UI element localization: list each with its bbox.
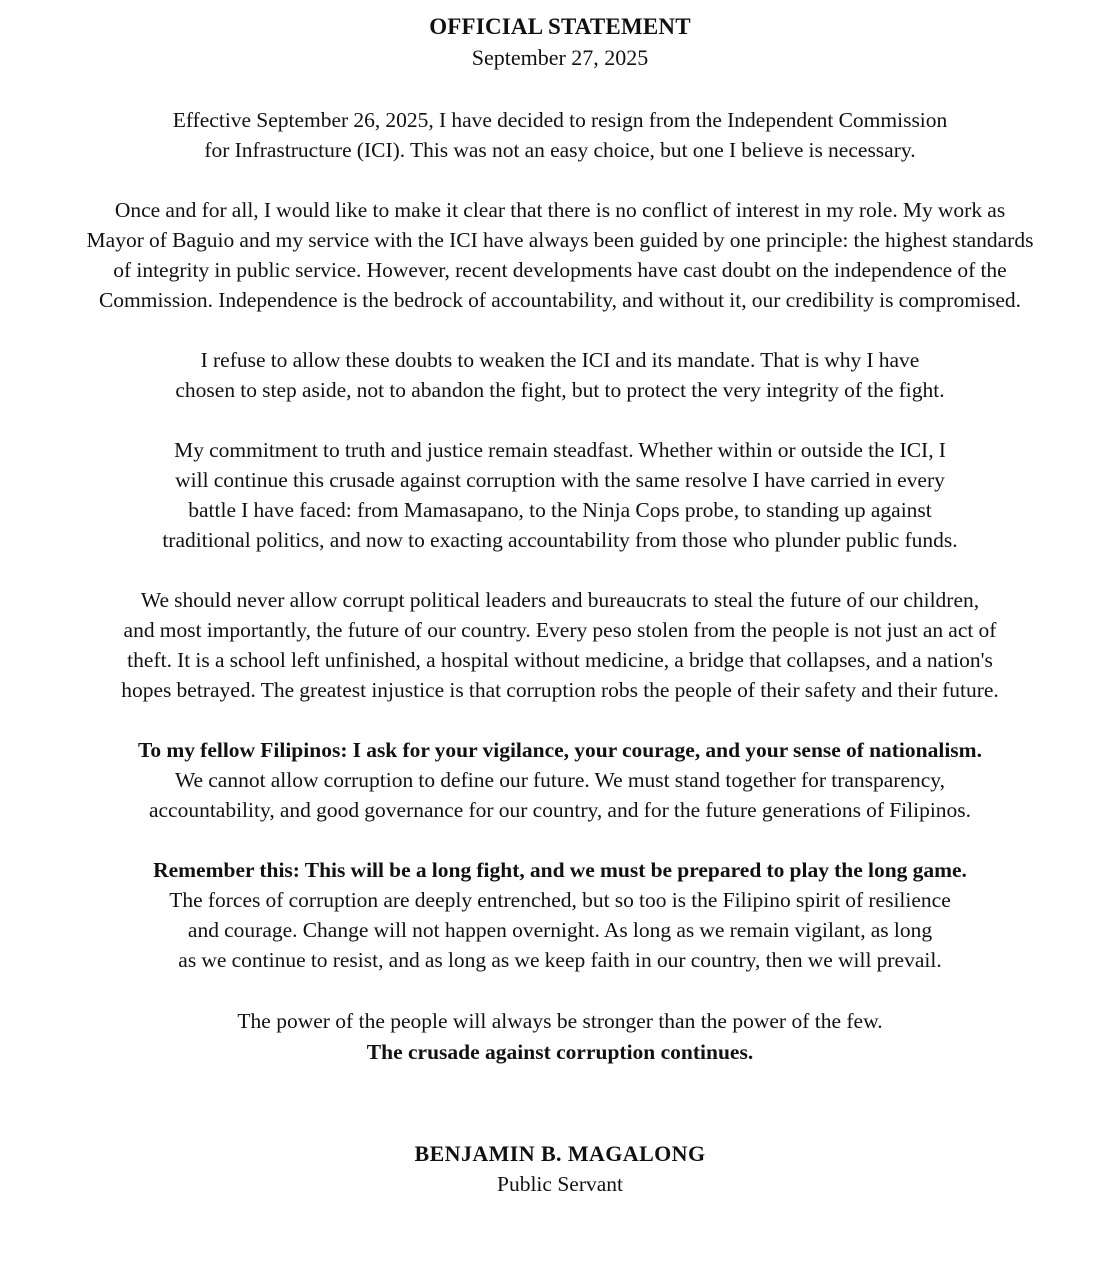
closing-block [80, 1006, 1040, 1068]
paragraph-corruption-cost: We should never allow corrupt political leaders and bureaucrats to steal the future of our children, and most importantly, the future of our country. Every peso stolen from the people is not just an act of theft. It is a school left unfinished, a hospital without medicine, a bridge that collapses, and a nation's hopes betrayed. The greatest injustice is that corruption robs the people of their safety and their future. [121, 588, 999, 702]
closing-line-power-of-people: The power of the people will always be stronger than the power of the few. [237, 1009, 883, 1033]
paragraph-commitment: My commitment to truth and justice remain steadfast. Whether within or outside the ICI, I will continue this crusade against corruption with the same resolve I have carried in every battle I have faced: from Mamasapano, to the Ninja Cops probe, to standing up against traditional politics, and now to exacting accountability from those who plunder public funds. [162, 438, 958, 552]
paragraph-conflict-of-interest: Once and for all, I would like to make it clear that there is no conflict of interest in my role. My work as Mayor of Baguio and my service with the ICI have always been guided by one principle: the highest standards of integrity in public service. However, recent developments have cast doubt on the independence of the Commission. Independence is the bedrock of accountability, and without it, our credibility is compromised. [86, 198, 1034, 312]
closing-line-crusade-continues: The crusade against corruption continues. [366, 1040, 754, 1064]
call-to-filipinos-lead: To my fellow Filipinos: I ask for your vigilance, your courage, and your sense of nationalism. [138, 738, 982, 762]
paragraph-long-game [88, 855, 1033, 975]
long-game-lead: Remember this: This will be a long fight, and we must be prepared to play the long game. [153, 858, 967, 882]
paragraph-step-aside: I refuse to allow these doubts to weaken the ICI and its mandate. That is why I have chosen to step aside, not to abandon the fight, but to protect the very integrity of the fight. [175, 348, 945, 402]
signatory-name: BENJAMIN B. MAGALONG [414, 1141, 706, 1166]
long-game-body: The forces of corruption are deeply entrenched, but so too is the Filipino spirit of resilience and courage. Change will not happen overnight. As long as we remain vigilant, as long as we continue to resist, and as long as we keep faith in our country, then we will prevail. [169, 888, 951, 972]
signature-block [80, 1138, 1040, 1200]
statement-document [80, 12, 1040, 1200]
call-to-filipinos-body: We cannot allow corruption to define our future. We must stand together for transparency, accountability, and good governance for our country, and for the future generations of Filipinos. [148, 768, 972, 822]
statement-date: September 27, 2025 [471, 45, 649, 70]
signatory-role: Public Servant [497, 1172, 623, 1196]
page-title: OFFICIAL STATEMENT [429, 14, 691, 39]
paragraph-resignation: Effective September 26, 2025, I have decided to resign from the Independent Commission for Infrastructure (ICI). This was not an easy choice, but one I believe is necessary. [172, 108, 948, 162]
paragraph-call-to-filipinos [95, 735, 1025, 825]
header-body-spacer [80, 73, 1040, 105]
